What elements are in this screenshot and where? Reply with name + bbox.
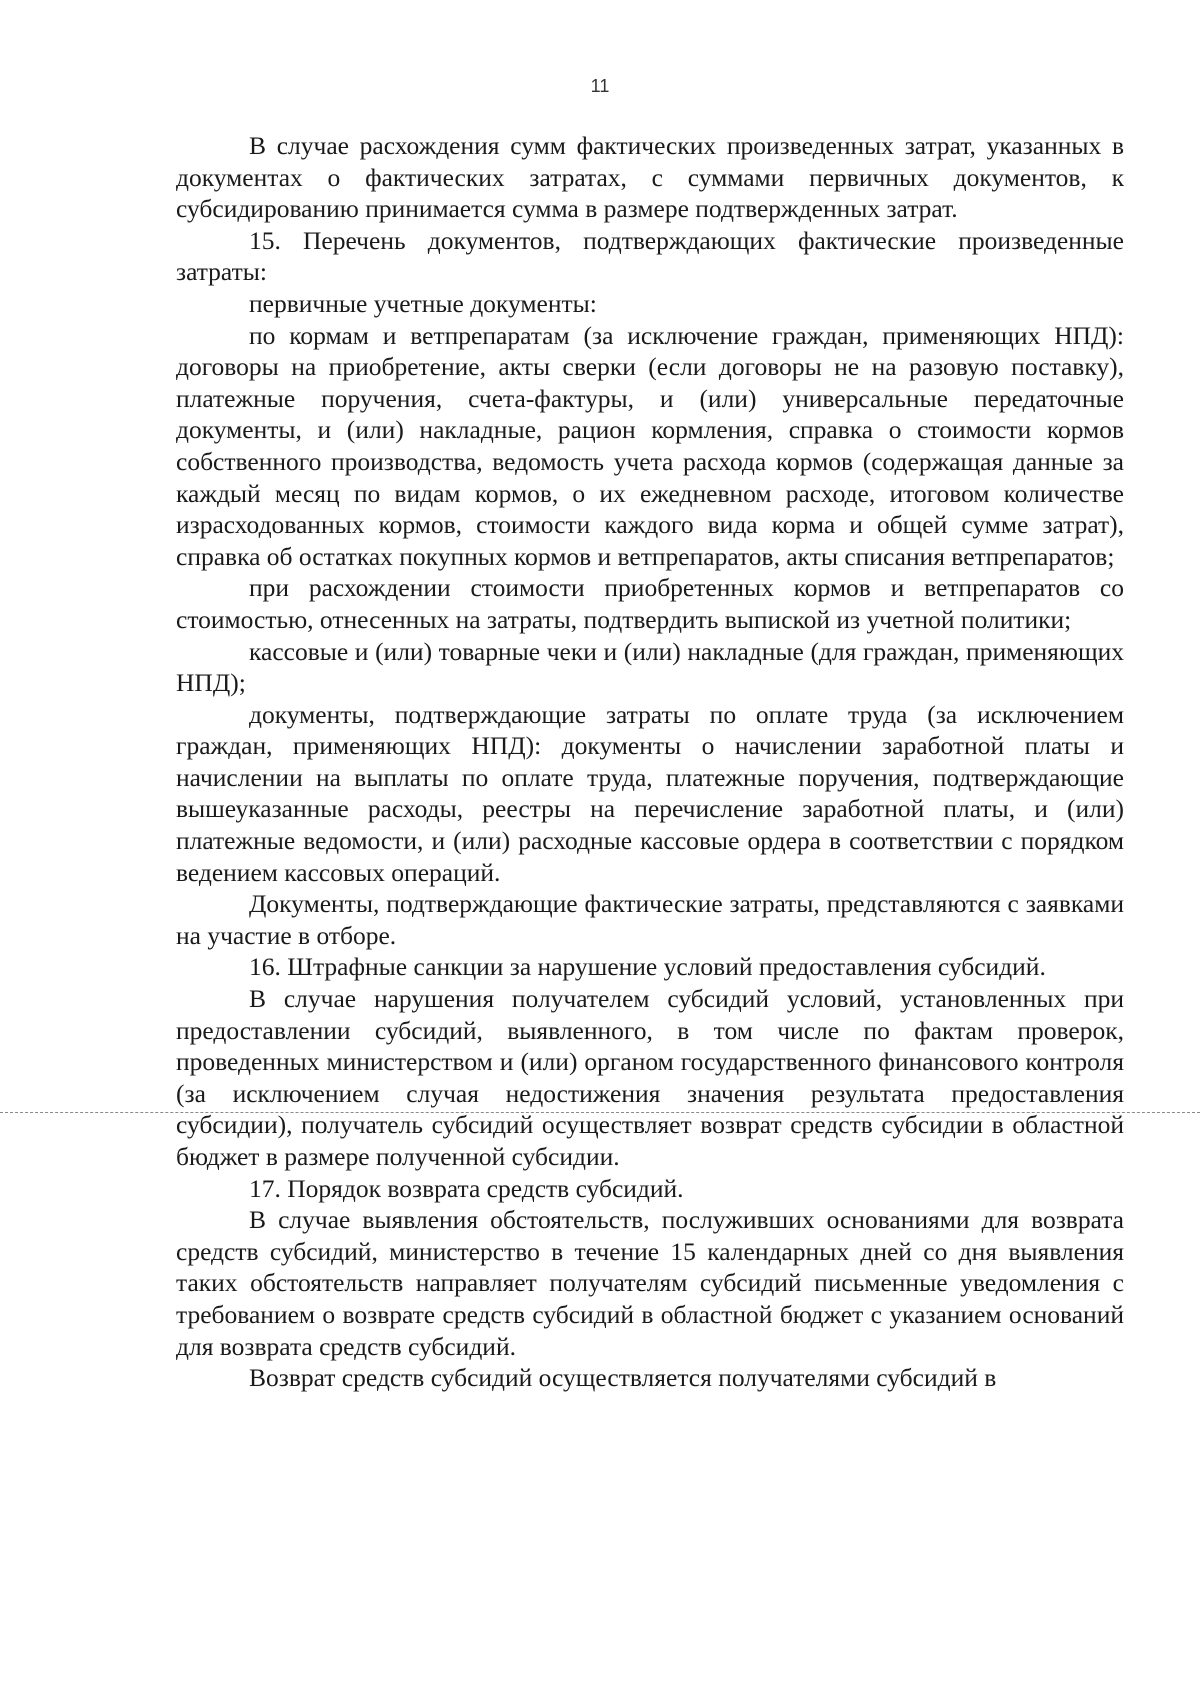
paragraph-labor-docs: документы, подтверждающие затраты по оплате труда (за исключением граждан, применяющих НПД): документы о начислении заработной платы и начислении на выплаты по оплате труда, платежные поручения, подтверждающие вышеуказанные расходы, реестры на перечисление заработной платы, и (или) платежные ведомости, и (или) расходные кассовые ордера в соответствии с порядком ведением кассовых операций.	[176, 699, 1124, 887]
paragraph-feed-vet: по кормам и ветпрепаратам (за исключение граждан, применяющих НПД): договоры на приобретение, акты сверки (если договоры не на разовую поставку), платежные поручения, счета-фактуры, и (или) универсальные передаточные документы, и (или) накладные, рацион кормления, справка о стоимости кормов собственного производства, ведомость учета расхода кормов (содержащая данные за каждый месяц по видам кормов, о их ежедневном расходе, итоговом количестве израсходованных кормов, стоимости каждого вида корма и общей сумме затрат), справка об остатках покупных кормов и ветпрепаратов, акты списания ветпрепаратов;	[176, 320, 1124, 571]
paragraph-violation: В случае нарушения получателем субсидий условий, установленных при предоставлении субсидий, выявленного, в том числе по фактам проверок, проведенных министерством и (или) органом государственного финансового контроля (за исключением случая недостижения значения результата предоставления субсидии), получатель субсидий осуществляет возврат средств субсидии в областной бюджет в размере полученной субсидии.	[176, 984, 1124, 1171]
paragraph-notification: В случае выявления обстоятельств, послуживших основаниями для возврата средств субсидий, министерство в течение 15 календарных дней со дня выявления таких обстоятельств направляет получателям субсидий письменные уведомления с требованием о возврате средств субсидий в областной бюджет с указанием оснований для возврата средств субсидий.	[176, 1205, 1124, 1361]
paragraph-submission: Документы, подтверждающие фактические затраты, представляются с заявками на участие в отборе.	[176, 889, 1124, 950]
page-number: 11	[590, 76, 610, 96]
paragraph-discrepancy: В случае расхождения сумм фактических произведенных затрат, указанных в документах о фактических затратах, с суммами первичных документов, к субсидированию принимается сумма в размере подтвержденных затрат.	[176, 131, 1124, 224]
paragraph-item-15: 15. Перечень документов, подтверждающих фактические произведенные затраты:	[176, 225, 1124, 287]
paragraph-item-17: 17. Порядок возврата средств субсидий.	[249, 1173, 684, 1203]
paragraph-item-16: 16. Штрафные санкции за нарушение условий предоставления субсидий.	[249, 952, 1046, 982]
document-body	[176, 130, 1124, 1394]
paragraph-receipts: кассовые и (или) товарные чеки и (или) накладные (для граждан, применяющих НПД);	[176, 636, 1124, 698]
paragraph-cost-discrepancy: при расхождении стоимости приобретенных кормов и ветпрепаратов со стоимостью, отнесенных на затраты, подтвердить выпиской из учетной политики;	[176, 573, 1124, 634]
paragraph-primary-docs: первичные учетные документы:	[249, 288, 597, 318]
paragraph-return: Возврат средств субсидий осуществляется получателями субсидий в	[249, 1363, 997, 1393]
